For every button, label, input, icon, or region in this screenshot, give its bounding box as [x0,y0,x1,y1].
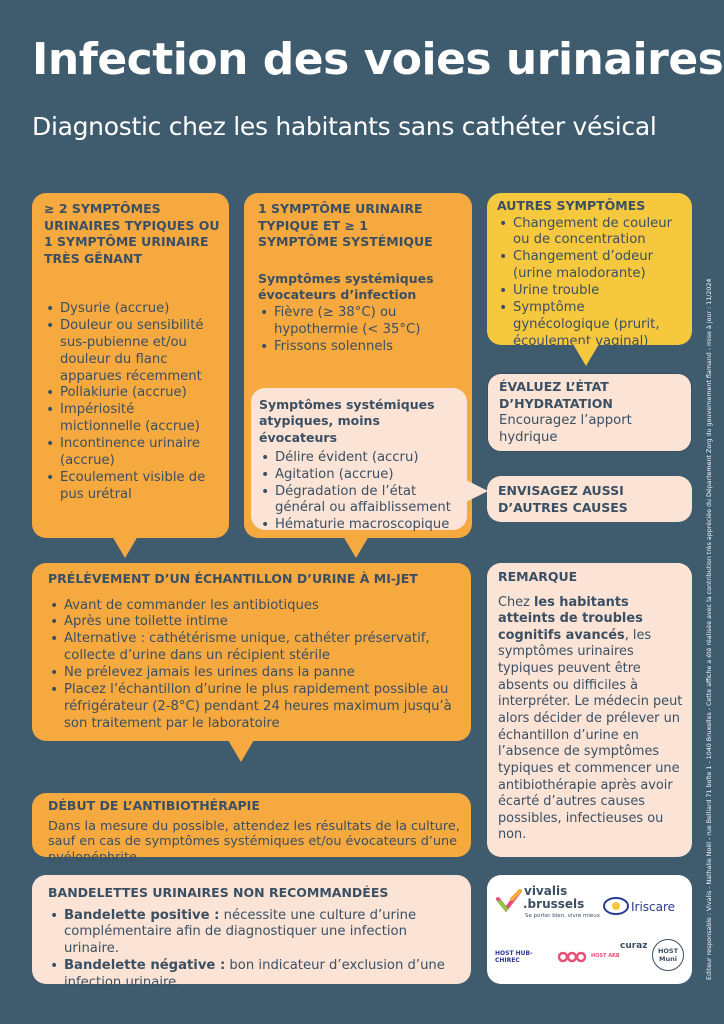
list-item: • Frissons solennels [258,339,458,356]
atypical-list [259,450,461,534]
systemic-symptoms-list [258,305,458,356]
systemic-symptoms-heading: 1 SYMPTÔME URINAIRE TYPIQUE ET ≥ 1 SYMPTÔME SYSTÉMIQUE [258,201,433,249]
arrow-down-1 [112,536,138,558]
list-item: • Agitation (accrue) [259,467,461,484]
list-item [48,908,461,959]
vivalis-name: vivalis [524,884,568,898]
urine-sample-list [48,598,461,733]
arrow-down-hydration [573,344,599,366]
strip-negative-label: Bandelette négative : [64,958,226,974]
vivalis-logo-icon [496,889,522,913]
list-item: • Incontinence urinaire (accrue) [44,436,215,470]
atypical-heading: Symptômes systémiques atypiques, moins évocateurs [259,397,435,445]
list-item: • Alternative : cathétérisme unique, cathéter préservatif, collecte d’urine dans un récipient stérile [48,631,461,665]
chain-logo-icon [557,951,587,963]
list-item: • Changement de couleur ou de concentration [497,216,684,250]
page-title: Infection des voies urinaires [32,34,724,85]
other-symptoms-box [487,193,692,349]
atypical-symptoms-box [251,388,467,533]
other-causes-heading: ENVISAGEZ AUSSI D’AUTRES CAUSES [498,483,628,515]
list-item: • Ne prélevez jamais les urines dans la panne [48,665,461,682]
logos-box [487,875,692,984]
antibiotherapy-heading: DÉBUT DE L’ANTIBIOTHÉRAPIE [48,798,260,813]
iriscare-name: Iriscare [631,900,676,914]
hydration-box [487,373,692,452]
remark-text-start: Chez [498,594,534,610]
list-item: • Après une toilette intime [48,614,461,631]
antibiotherapy-text: Dans la mesure du possible, attendez les résultats de la culture, sauf en cas de symptômes systémiques et/ou évocateurs d’une pyélonéphrite. [48,818,460,866]
list-item: • Urine trouble [497,283,684,300]
remark-box [487,563,692,857]
host-hub-logo: HOST HUB-CHIREC [495,950,533,964]
publisher-note: Éditeur responsable : Vivalis - Nathalie Noël - rue Belliard 71 boîte 1 - 1040 Bruxelles - Cette affiche a été réalisée avec la contribution très appréciée du Département Zorg du gouvernement flamand - mise à jour : 11/2024 [706,278,713,980]
list-item: • Fièvre (≥ 38°C) ou hypothermie (< 35°C) [258,305,458,339]
antibiotherapy-box [32,793,471,866]
remark-heading: REMARQUE [498,569,578,584]
typical-symptoms-heading: ≥ 2 SYMPTÔMES URINAIRES TYPIQUES OU 1 SYMPTÔME URINAIRE TRÈS GÊNANT [44,201,220,266]
host-akb-logo: HOST AKB [591,953,620,959]
other-symptoms-heading: AUTRES SYMPTÔMES [497,198,646,213]
hydration-text: Encouragez l’apport hydrique [499,413,632,446]
list-item: • Dégradation de l’état général ou affaiblissement [259,484,461,518]
list-item: • Pollakiurie (accrue) [44,385,215,402]
arrow-down-2 [343,536,369,558]
urine-sample-heading: PRÉLÈVEMENT D’UN ÉCHANTILLON D’URINE À MI-JET [48,571,418,586]
urine-strips-heading: BANDELETTES URINAIRES NON RECOMMANDÉES [48,885,389,900]
iriscare-logo-icon [603,897,629,915]
hydration-heading: ÉVALUEZ L’ÉTAT D’HYDRATATION [499,379,613,411]
vivalis-tagline: Se porter bien, vivre mieux [525,913,600,919]
arrow-right-causes [466,480,488,502]
urine-strips-box [32,875,471,991]
host-muni-text: HOST Muni [657,947,679,963]
list-item: • Placez l’échantillon d’urine le plus rapidement possible au réfrigérateur (2-8°C) pendant 24 heures maximum jusqu’à son traitement par le laboratoire [48,682,461,733]
remark-text-end: , les symptômes urinaires typiques peuvent être absents ou difficiles à interpréter. Le médecin peut alors décider de prélever un échantillon d’urine en l’absence de symptômes typiques et commencer une antibiothérapie après avoir écarté d’autres causes possibles, infectieuses ou non. [498,627,683,843]
other-causes-box [487,476,692,522]
systemic-sub-heading: Symptômes systémiques évocateurs d’infection [258,270,434,302]
other-symptoms-list [497,216,684,351]
list-item: • Hématurie macroscopique [259,517,461,534]
urine-strips-list [48,908,461,992]
list-item: • Changement d’odeur (urine malodorante) [497,249,684,283]
strip-positive-label: Bandelette positive : [64,907,220,923]
strip-positive-text: nécessite une culture d’urine complémentaire afin de diagnostiquer une infection urinaire. [64,907,417,957]
list-item: • Avant de commander les antibiotiques [48,598,461,615]
list-item: • Délire évident (accru) [259,450,461,467]
remark-text [498,595,684,845]
typical-symptoms-list [44,301,215,504]
strip-negative-text: bon indicateur d’exclusion d’une infection urinaire. [64,958,445,991]
vivalis-domain: .brussels [523,897,585,911]
urine-sample-box [32,563,471,741]
list-item [48,958,461,992]
list-item: • Ecoulement visible de pus urétral [44,470,215,504]
curaz-logo: curaz [620,941,648,951]
arrow-down-3 [228,740,254,762]
list-item: • Symptôme gynécologique (prurit, écoulement vaginal) [497,300,684,351]
list-item: • Douleur ou sensibilité sus-pubienne et/ou douleur du flanc apparues récemment [44,318,215,386]
remark-text-bold: les habitants atteints de troubles cognitifs avancés [498,594,643,643]
page-subtitle: Diagnostic chez les habitants sans cathéter vésical [32,112,657,141]
list-item: • Impériosité mictionnelle (accrue) [44,402,215,436]
typical-symptoms-box [32,193,229,538]
list-item: • Dysurie (accrue) [44,301,215,318]
host-muni-logo [652,939,684,971]
